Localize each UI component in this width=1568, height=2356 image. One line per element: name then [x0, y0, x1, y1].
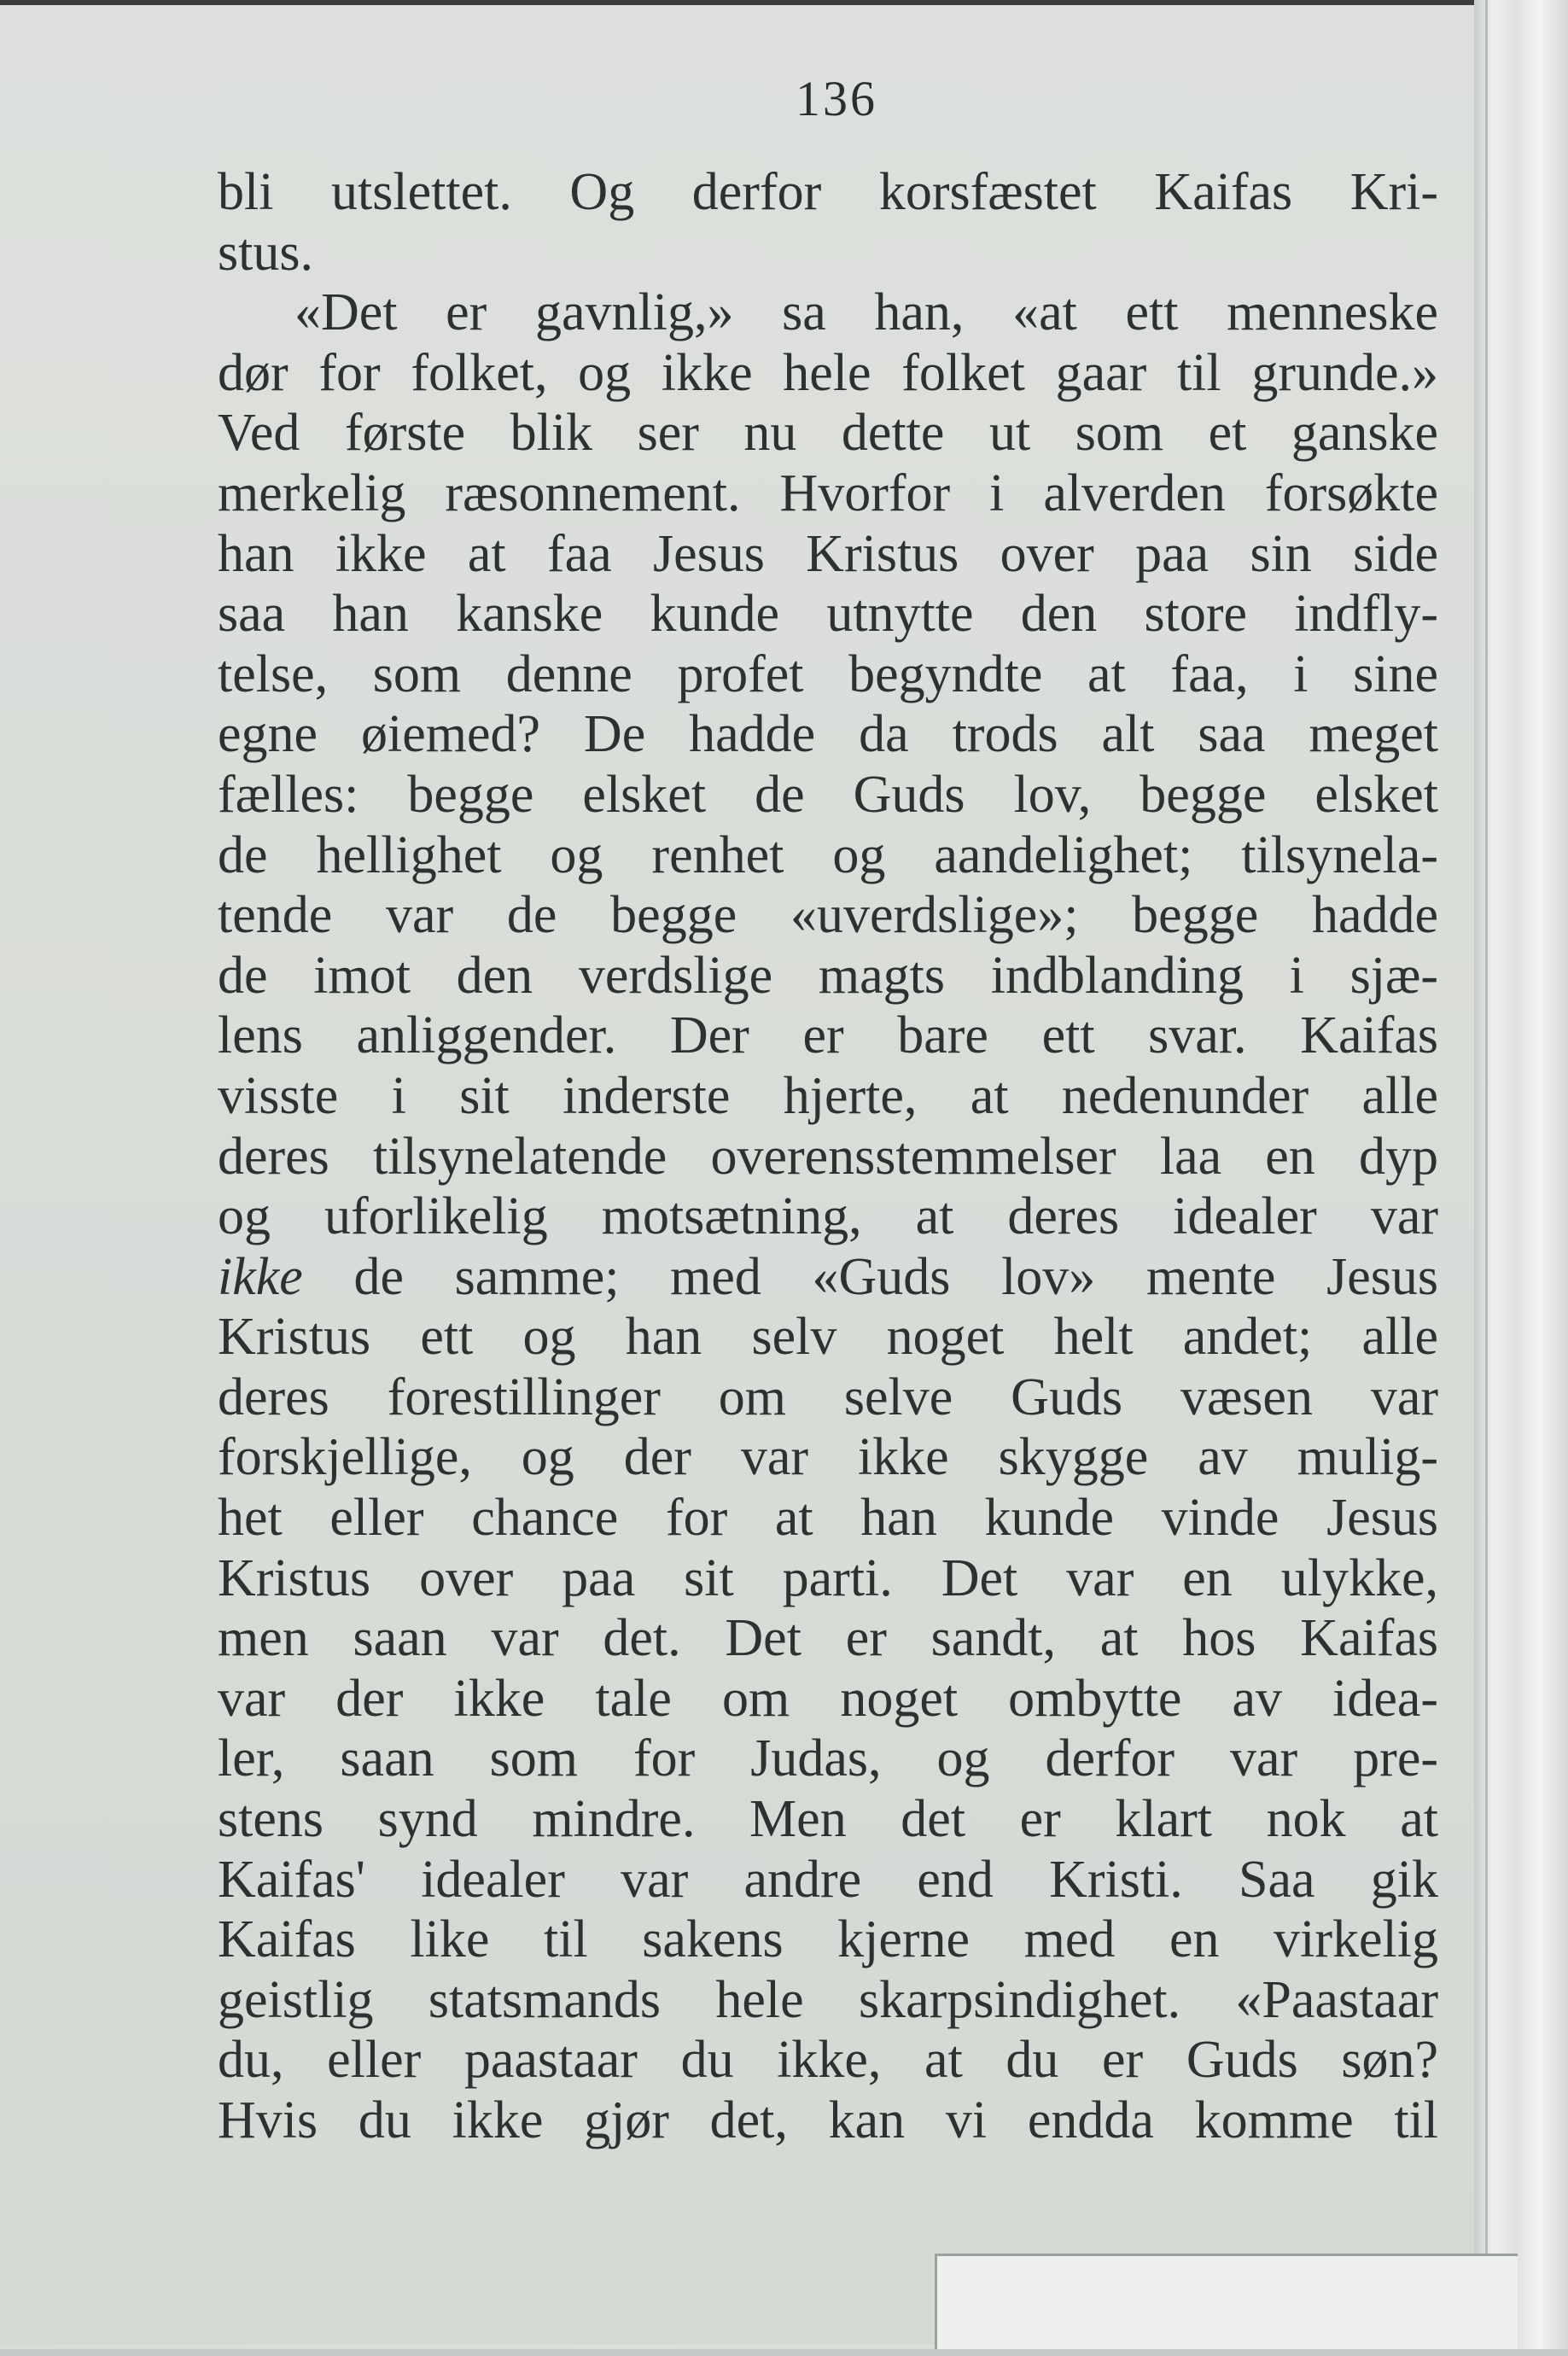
- text-line-emphasis: [218, 1247, 1438, 1308]
- text-line: saa han kanske kunde utnytte den store indfly-: [218, 585, 1438, 644]
- corner-paper-patch: [935, 2254, 1518, 2356]
- text-line: var der ikke tale om noget ombytte av idea-: [218, 1669, 1438, 1728]
- emphasized-word: ikke: [218, 1247, 303, 1306]
- text-line: du, eller paastaar du ikke, at du er Guds søn?: [218, 2031, 1438, 2090]
- text-line: tende var de begge «uverdslige»; begge hadde: [218, 886, 1438, 945]
- text-line: de imot den verdslige magts indblanding i sjæ-: [218, 946, 1438, 1005]
- text-line: deres forestillinger om selve Guds væsen var: [218, 1368, 1438, 1426]
- text-line: fælles: begge elsket de Guds lov, begge elsket: [218, 765, 1438, 824]
- text-line: lens anliggender. Der er bare ett svar. Kaifas: [218, 1006, 1438, 1065]
- text-line: «Det er gavnlig,» sa han, «at ett menneske: [294, 283, 1438, 342]
- text-line: dør for folket, og ikke hele folket gaar til grunde.»: [218, 343, 1438, 402]
- top-scan-edge: [0, 0, 1568, 5]
- text-line-rest: de samme; med «Guds lov» mente Jesus: [353, 1247, 1438, 1306]
- text-line: Kristus ett og han selv noget helt andet; alle: [218, 1308, 1438, 1367]
- text-line: deres tilsynelatende overensstemmelser laa en dyp: [218, 1127, 1438, 1186]
- text-line: ler, saan som for Judas, og derfor var pre-: [218, 1729, 1438, 1788]
- text-line: egne øiemed? De hadde da trods alt saa meget: [218, 705, 1438, 764]
- right-binding-strip: [1474, 0, 1568, 2356]
- page-edge-line: [1485, 0, 1488, 2356]
- body-text: [218, 162, 1438, 2151]
- text-line: telse, som denne profet begyndte at faa, i sine: [218, 644, 1438, 703]
- text-line: geistlig statsmands hele skarpsindighet. «Paastaar: [218, 1970, 1438, 2029]
- text-line: han ikke at faa Jesus Kristus over paa sin side: [218, 524, 1438, 583]
- text-line: bli utslettet. Og derfor korsfæstet Kaifas Kri-: [218, 163, 1438, 221]
- text-line: og uforlikelig motsætning, at deres idealer var: [218, 1187, 1438, 1246]
- text-line: stus.: [218, 223, 313, 282]
- text-line: stens synd mindre. Men det er klart nok at: [218, 1790, 1438, 1849]
- text-line: Ved første blik ser nu dette ut som et ganske: [218, 404, 1438, 463]
- bottom-scan-edge: [0, 2349, 1568, 2356]
- text-line: merkelig ræsonnement. Hvorfor i alverden forsøkte: [218, 464, 1438, 522]
- text-line: Kaifas like til sakens kjerne med en virkelig: [218, 1910, 1438, 1969]
- text-line: Kristus over paa sit parti. Det var en ulykke,: [218, 1548, 1438, 1607]
- text-line: het eller chance for at han kunde vinde Jesus: [218, 1489, 1438, 1548]
- text-line: Hvis du ikke gjør det, kan vi endda komme til: [218, 2091, 1438, 2149]
- text-line: Kaifas' idealer var andre end Kristi. Saa gik: [218, 1850, 1438, 1909]
- text-line: men saan var det. Det er sandt, at hos Kaifas: [218, 1609, 1438, 1668]
- text-line: forskjellige, og der var ikke skygge av mulig-: [218, 1428, 1438, 1487]
- text-line: de hellighet og renhet og aandelighet; tilsynela-: [218, 825, 1438, 884]
- text-line: visste i sit inderste hjerte, at nedenunder alle: [218, 1066, 1438, 1125]
- page-number: 136: [796, 71, 877, 126]
